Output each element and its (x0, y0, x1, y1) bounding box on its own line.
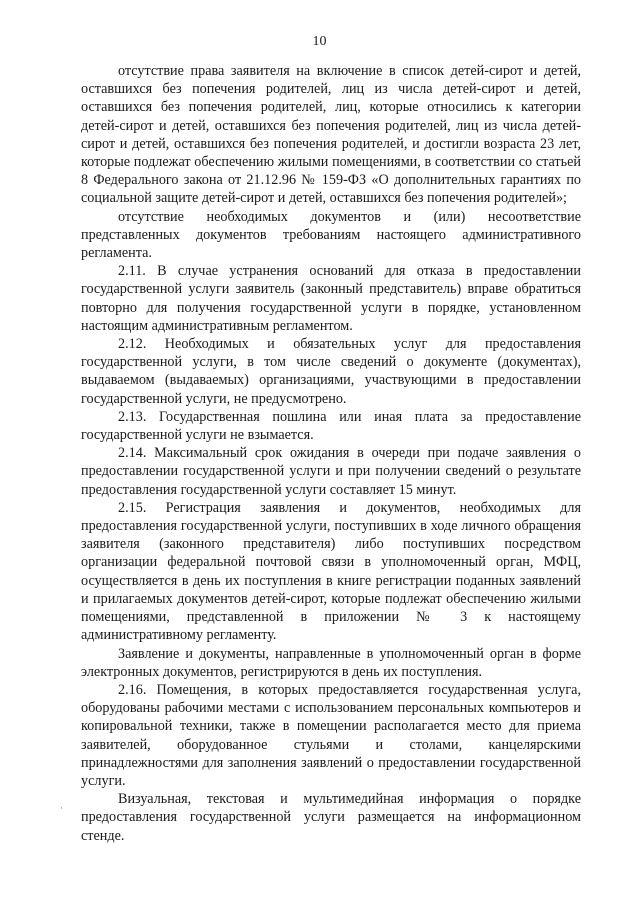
paragraph-2-15: 2.15. Регистрация заявления и документов, необходимых для предоставления государственной услуги, поступивших в ходе личного обращения заявителя (законного представителя) либо поступивших посредством организации федеральной почтовой связи в уполномоченный орган, МФЦ, осуществляется в день их поступления в книге регистрации поданных заявлений и прилагаемых документов детей-сирот, которые подлежат обеспечению жилыми помещениями, представленной в приложении № 3 к настоящему административному регламенту. (81, 499, 581, 644)
page-number: 10 (312, 34, 327, 49)
paragraph-2-14: 2.14. Максимальный срок ожидания в очереди при подаче заявления о предоставлении государственной услуги и при получении сведений о результате предоставления государственной услуги составляет 15 минут. (81, 445, 581, 498)
paragraph-2-11: 2.11. В случае устранения оснований для отказа в предоставлении государственной услуги заявитель (законный представитель) вправе обратиться повторно для получения государственной услуги в порядке, установленном настоящим административным регламентом. (81, 263, 581, 334)
paragraph-electronic-registration: Заявление и документы, направленные в уполномоченный орган в форме электронных документов, регистрируются в день их поступления. (81, 645, 581, 680)
scan-dot: · (60, 803, 63, 813)
paragraph-2-16: 2.16. Помещения, в которых предоставляется государственная услуга, оборудованы рабочими местами с использованием персональных компьютеров и копировальной техники, также в помещении располагается место для приема заявителей, оборудованное стульями и столами, канцелярскими принадлежностями для заполнения заявлений о предоставлении государственной услуги. (81, 681, 581, 789)
body-text (81, 62, 581, 845)
paragraph-refusal-missing-documents: отсутствие необходимых документов и (или) несоответствие представленных документов требованиям настоящего административного регламента. (81, 208, 581, 262)
paragraph-2-13: 2.13. Государственная пошлина или иная плата за предоставление государственной услуги не взымается. (81, 408, 581, 444)
paragraph-2-12: 2.12. Необходимых и обязательных услуг для предоставления государственной услуги, в том числе сведений о документе (документах), выдаваемом (выдаваемых) организациями, участвующими в предоставлении государственной услуги, не предусмотрено. (81, 336, 581, 407)
paragraph-information-stand: Визуальная, текстовая и мультимедийная информация о порядке предоставления государственной услуги размещается на информационном стенде. (81, 791, 581, 844)
paragraph-refusal-orphan-list: отсутствие права заявителя на включение в список детей-сирот и детей, оставшихся без попечения родителей, лиц из числа детей-сирот и детей, оставшихся без попечения родителей, лиц, которые относились к категории детей-сирот и детей, оставшихся без попечения родителей, лиц из числа детей-сирот и детей, оставшихся без попечения родителей, и достигли возраста 23 лет, которые подлежат обеспечению жилыми помещениями, в соответствии со статьей 8 Федерального закона от 21.12.96 № 159-ФЗ «О дополнительных гарантиях по социальной защите детей-сирот и детей, оставшихся без попечения родителей»; (81, 63, 581, 207)
